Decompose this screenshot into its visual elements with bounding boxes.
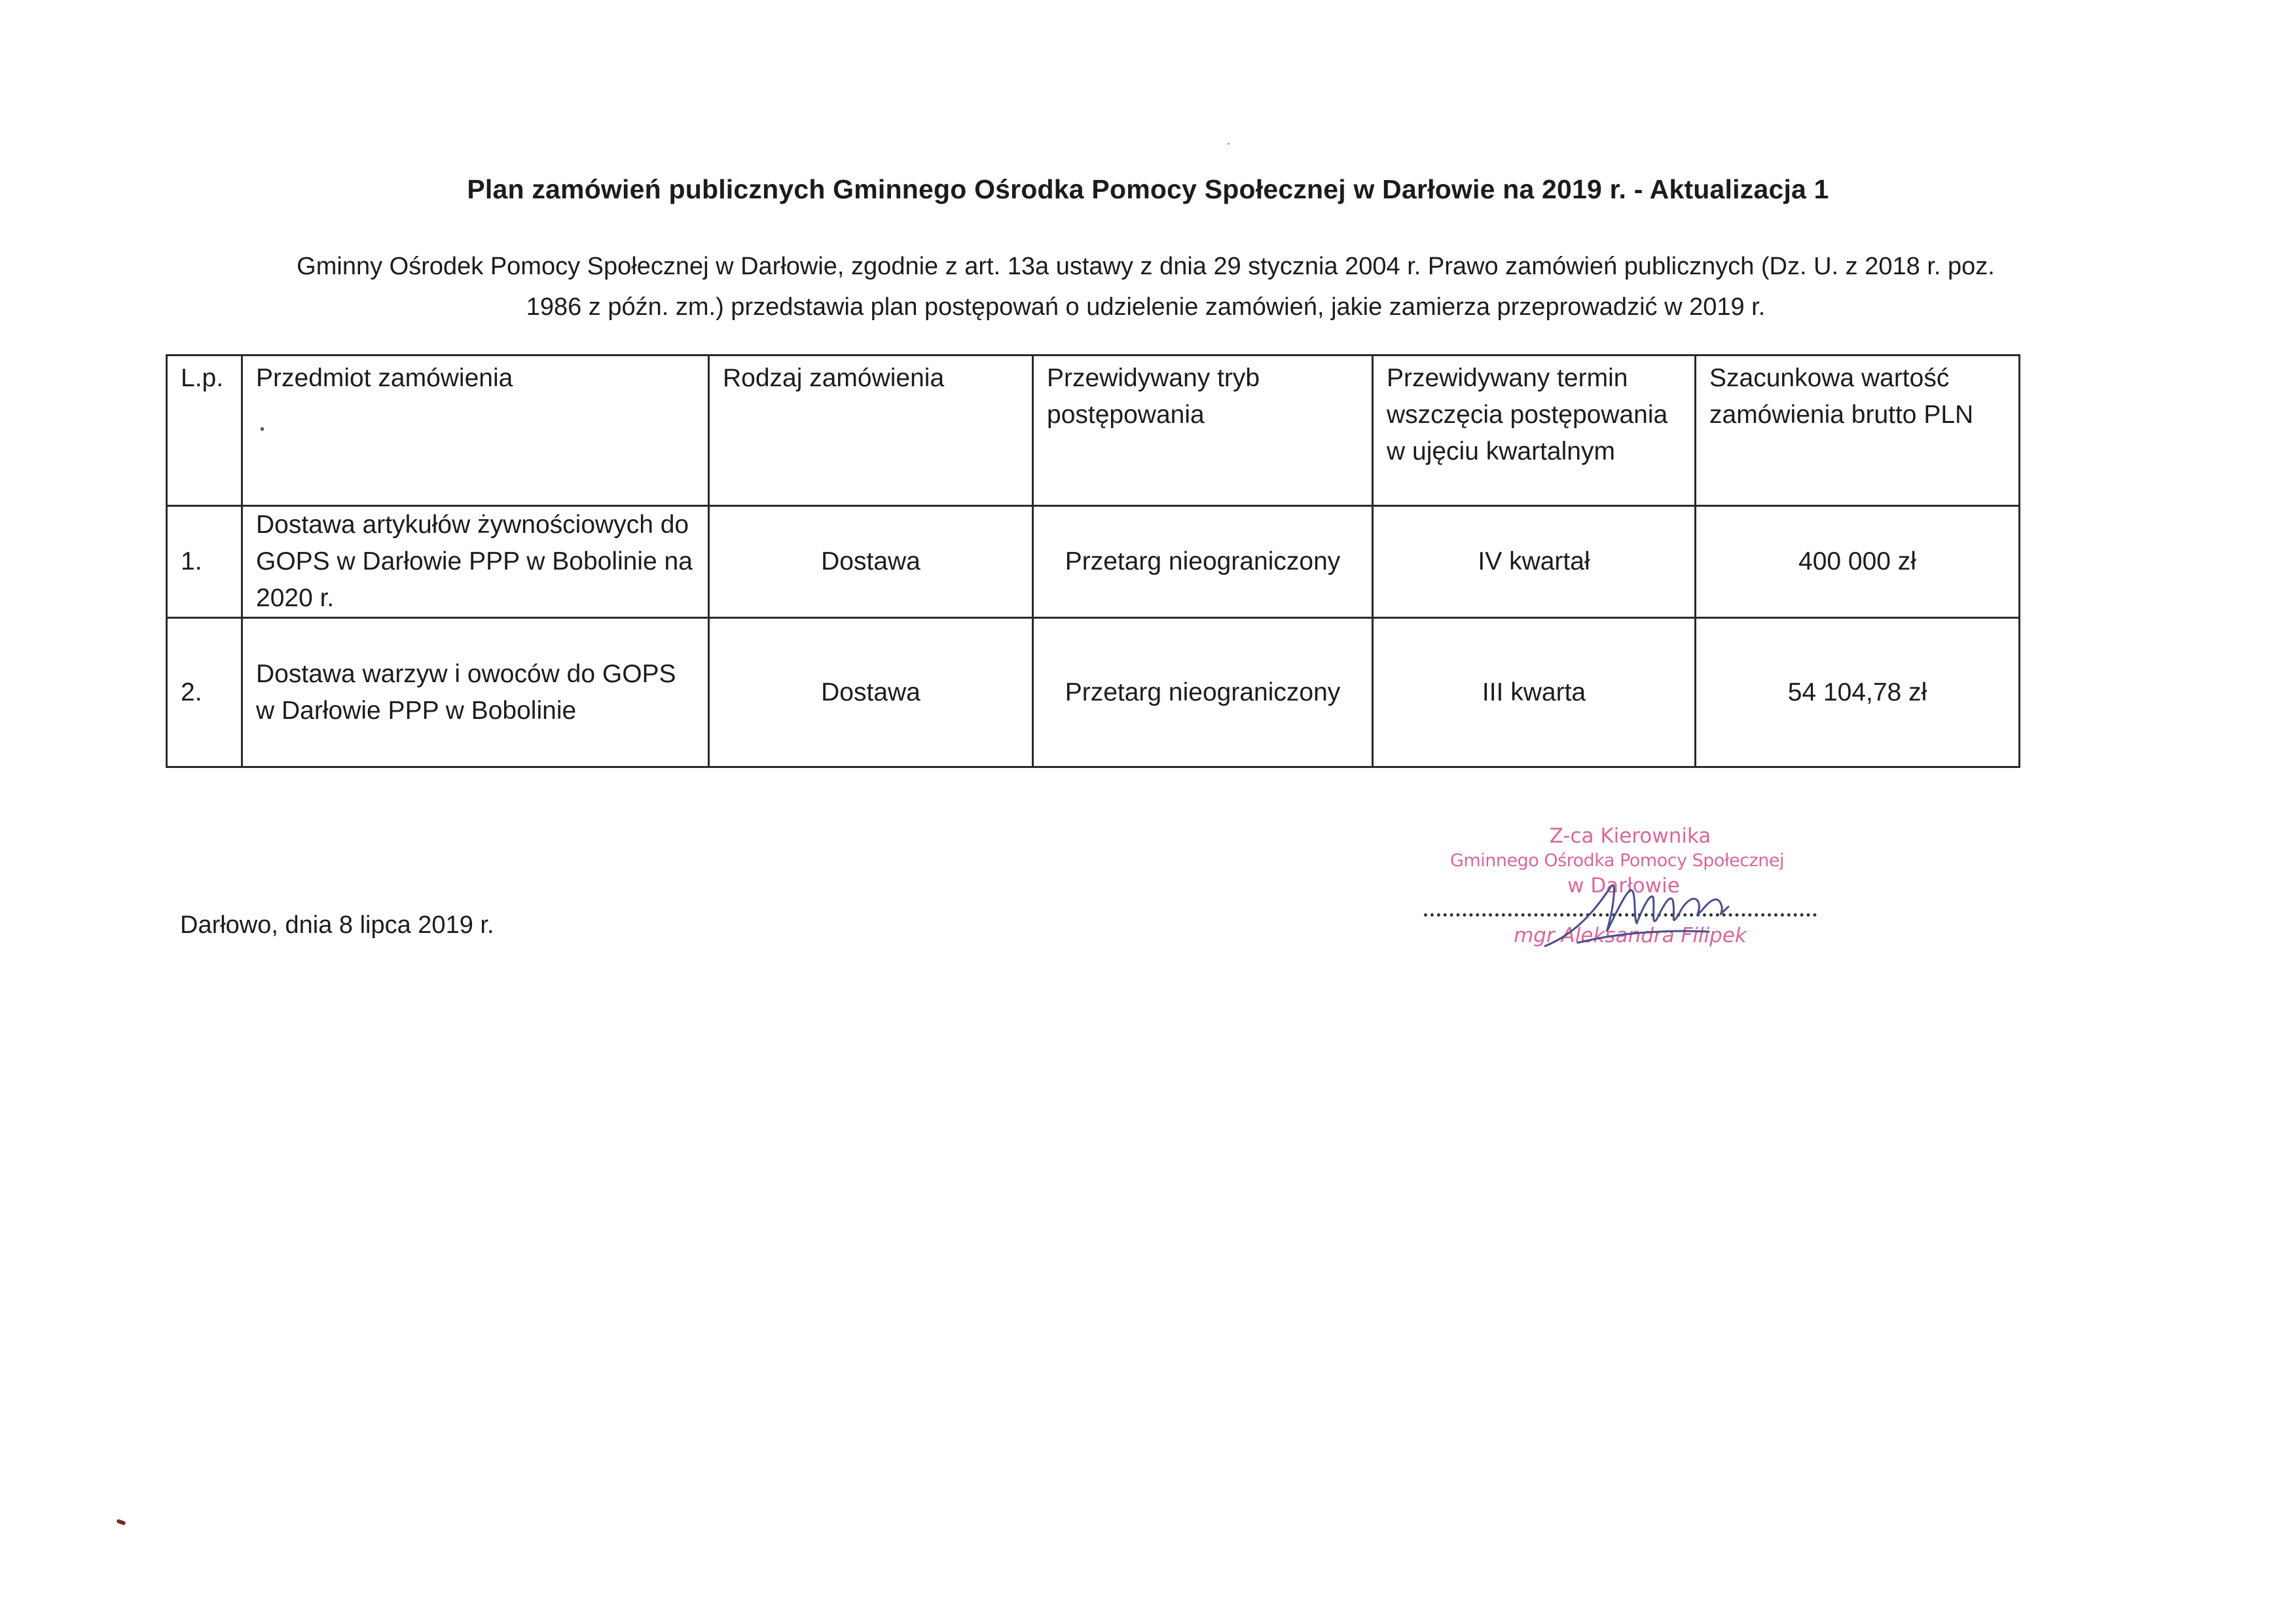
- intro-paragraph: [196, 246, 2095, 327]
- header-mode: Przewidywany tryb postępowania: [1033, 356, 1373, 506]
- header-subject: [242, 356, 709, 506]
- header-lp: L.p.: [167, 356, 242, 506]
- cell-subject: Dostawa warzyw i owoców do GOPS w Darłowie PPP w Bobolinie: [242, 618, 709, 767]
- table-row: [167, 618, 2020, 767]
- cell-lp: 2.: [167, 618, 242, 767]
- signature-stroke: [1545, 885, 1728, 946]
- cell-lp: 1.: [167, 506, 242, 618]
- header-term: Przewidywany termin wszczęcia postępowania w ujęciu kwartalnym: [1373, 356, 1696, 506]
- stamp-line-name: mgr Aleksandra Filipek: [1514, 924, 1747, 947]
- cell-term: IV kwartał: [1373, 506, 1696, 618]
- cell-term: III kwarta: [1373, 618, 1696, 767]
- scan-artifact: [1228, 143, 1230, 145]
- header-kind: Rodzaj zamówienia: [709, 356, 1033, 506]
- cell-value: 54 104,78 zł: [1696, 618, 2020, 767]
- document-title: Plan zamówień publicznych Gminnego Ośrodka Pomocy Społecznej w Darłowie na 2019 r. - Aktualizacja 1: [467, 174, 1829, 204]
- cell-kind: Dostawa: [709, 618, 1033, 767]
- cell-subject: Dostawa artykułów żywnościowych do GOPS w Darłowie PPP w Bobolinie na 2020 r.: [242, 506, 709, 618]
- handwritten-signature: [1539, 867, 1748, 966]
- header-value: Szacunkowa wartość zamówienia brutto PLN: [1696, 356, 2020, 506]
- intro-line-2: 1986 z późn. zm.) przedstawia plan postępowań o udzielenie zamówień, jakie zamierza przeprowadzić w 2019 r.: [526, 293, 1766, 321]
- stamp-line-position: Z-ca Kierownika: [1549, 824, 1711, 848]
- procurement-table: [166, 354, 2020, 768]
- stamp-line-institution: Gminnego Ośrodka Pomocy Społecznej: [1450, 850, 1784, 871]
- table-header-row: [167, 356, 2020, 506]
- intro-line-1: Gminny Ośrodek Pomocy Społecznej w Darłowie, zgodnie z art. 13a ustawy z dnia 29 stycznia 2004 r. Prawo zamówień publicznych (Dz. U. z 2018 r. poz.: [297, 253, 1995, 280]
- table-row: [167, 506, 2020, 618]
- cell-mode: Przetarg nieograniczony: [1033, 506, 1373, 618]
- cell-kind: Dostawa: [709, 506, 1033, 618]
- header-subject-label: Przedmiot zamówienia: [256, 364, 513, 392]
- scan-artifact: [116, 1519, 126, 1525]
- place-and-date: Darłowo, dnia 8 lipca 2019 r.: [180, 911, 494, 939]
- stray-mark: •: [260, 422, 265, 437]
- stamp-line-location: w Darłowie: [1567, 874, 1680, 898]
- cell-value: 400 000 zł: [1696, 506, 2020, 618]
- cell-mode: Przetarg nieograniczony: [1033, 618, 1373, 767]
